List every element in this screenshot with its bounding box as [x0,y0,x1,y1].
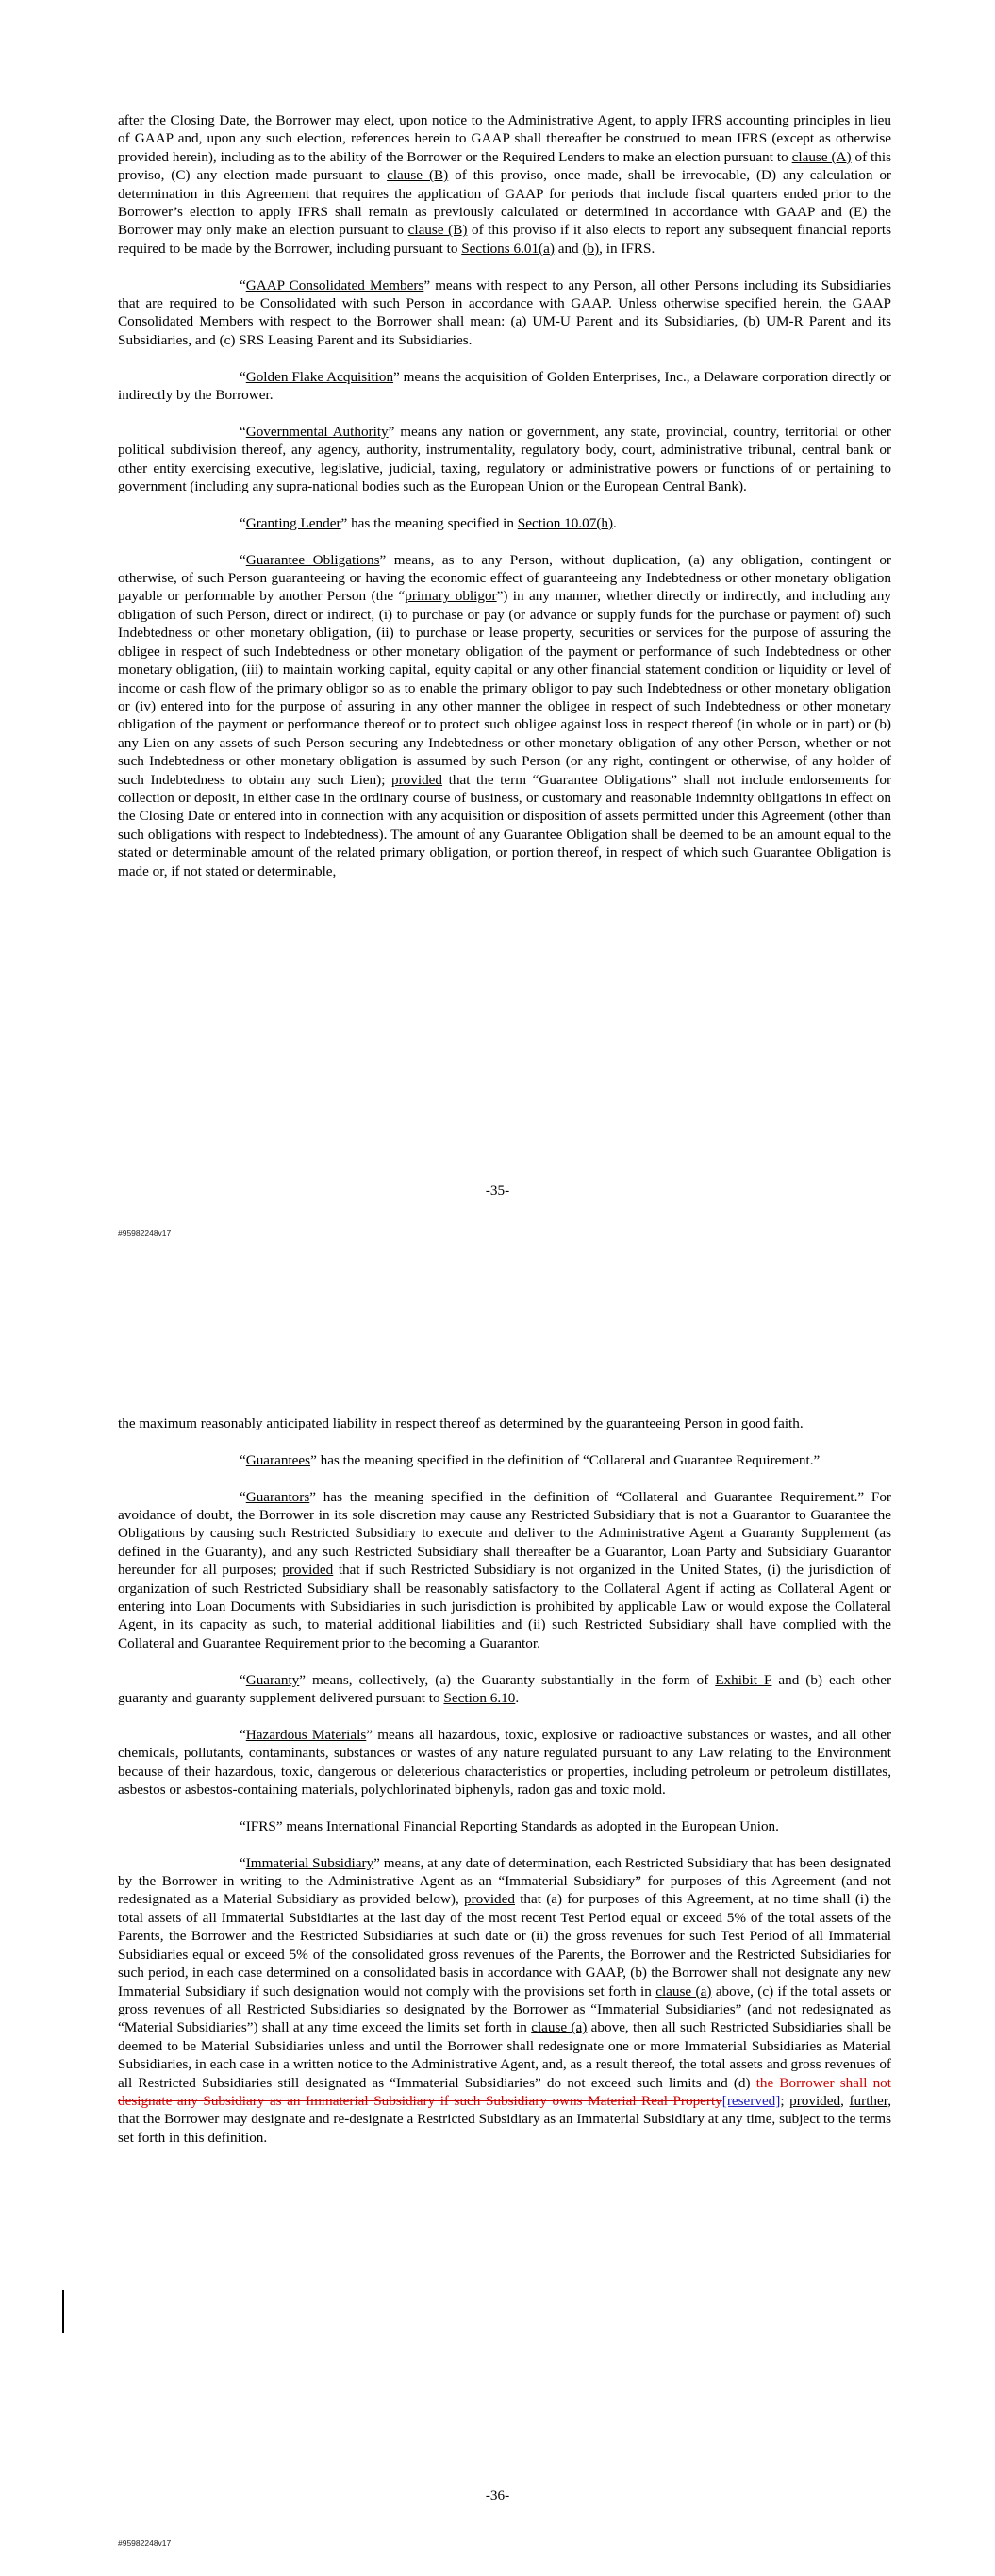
underlined-term: IFRS [245,1817,276,1834]
underlined-term: GAAP Consolidated Members [245,276,424,293]
text-run: and (b) each other guaranty and guaranty supplement delivered pursuant to [118,1671,891,1707]
paragraph [118,111,891,258]
underlined-term: provided [282,1562,334,1579]
text-run: ” has the meaning specified in the definition of “Collateral and Guarantee Requirement.” For avoidance of doubt, the Borrower in its sole discretion may cause any Restricted Subsidiary that is not a Guarantor to Guarantee the Obligations by causing such Restricted Subsidiary to execute and deliver to the Administrative Agent a Guaranty Supplement (as defined in the Guaranty), and any such Restricted Subsidiary shall thereafter be a Guarantor, Loan Party and Subsidiary Guarantor hereunder for all purposes; [118,1488,891,1579]
paragraph [118,1817,891,1835]
underlined-term: further [849,2092,888,2109]
underlined-term: Section 10.07(h) [517,514,614,531]
text-run: “ [240,1671,246,1688]
paragraph [118,1854,891,2148]
underlined-term: Governmental Authority [245,423,389,440]
text-run: “ [240,551,246,568]
paragraph [118,1414,891,1432]
underlined-term: Golden Flake Acquisition [245,368,394,385]
text-run: above, then all such Restricted Subsidiaries shall be deemed to be Material Subsidiaries unless and until the Borrower shall redesignate one or more Immaterial Subsidiaries as Material Subsidiaries, in each case in a written notice to the Administrative Agent, and, as a result thereof, the total assets and gross revenues of all Restricted Subsidiaries still designated as “Immaterial Subsidiaries” do not exceed such limits and (d) [118,2019,891,2091]
underlined-term: Guarantee Obligations [245,551,380,568]
underlined-term: provided [463,1891,515,1908]
document-id: #95982248v17 [118,2538,172,2548]
underlined-term: Guarantees [245,1451,311,1468]
text-run: ” means any nation or government, any state, provincial, country, territorial or other political subdivision thereof, any agency, authority, instrumentality, regulatory body, court, administrative tribunal, central bank or other entity exercising executive, legislative, judicial, taxing, regulatory or administrative powers or functions of or pertaining to government (including any supra-national bodies such as the European Union or the European Central Bank). [118,423,891,495]
text-run: . [515,1690,520,1707]
page-36-body [118,1414,891,2166]
text-run: of this proviso, once made, shall be irrevocable, (D) any calculation or determination in this Agreement that requires the application of GAAP for periods that include fiscal quarters ended prior to the Borrower’s election to apply IFRS shall remain as previously calculated or determined in accordance with GAAP and (E) the Borrower may only make an election pursuant to [118,167,891,239]
text-run: “ [240,276,246,293]
text-run: above, (c) if the total assets or gross revenues of all Restricted Subsidiaries so designated by the Borrower as “Immaterial Subsidiaries” (and not redesignated as “Material Subsidiaries”) shall at any time exceed the limits set forth in [118,1982,891,2036]
underlined-term: clause (B) [407,222,468,239]
paragraph [118,1488,891,1653]
text-run: ” means with respect to any Person, all other Persons including its Subsidiaries that are required to be Consolidated with such Person in accordance with GAAP. Unless otherwise specified herein, the GAAP Consolidated Members with respect to the Borrower shall mean: (a) UM-U Parent and its Subsidiaries, (b) UM-R Parent and its Subsidiaries, and (c) SRS Leasing Parent and its Subsidiaries. [118,276,891,348]
text-run: after the Closing Date, the Borrower may elect, upon notice to the Administrative Agent, to apply IFRS accounting principles in lieu of GAAP and, upon any such election, references herein to GAAP shall thereafter be construed to mean IFRS (except as otherwise provided herein), including as to the ability of the Borrower or the Required Lenders to make an election pursuant to [118,112,891,165]
page-number: -35- [485,1182,510,1198]
paragraph [118,514,891,532]
page-36 [0,1274,995,2576]
page-35-body [118,111,891,898]
text-run: “ [240,368,246,385]
underlined-term: primary obligor [405,588,497,605]
underlined-term: clause (a) [655,1982,712,1999]
underlined-term: Sections 6.01(a) [461,240,555,257]
text-run: “ [240,1726,246,1743]
underlined-term: Granting Lender [245,514,341,531]
text-run: that the term “Guarantee Obligations” shall not include endorsements for collection or deposit, in either case in the ordinary course of business, or customary and reasonable indemnity obligations in effect on the Closing Date or entered into in connection with any acquisition or disposition of assets permitted under this Agreement (other than such obligations with respect to Indebtedness). The amount of any Guarantee Obligation shall be deemed to be an amount equal to the stated or determinable amount of the related primary obligation, or portion thereof, in respect of which such Guarantee Obligation is made or, if not stated or determinable, [118,771,892,879]
underlined-term: provided [391,771,443,788]
text-run: of this proviso, (C) any election made pursuant to [118,148,891,184]
paragraph [118,551,891,880]
underlined-term: Guarantors [245,1488,310,1505]
underlined-term: (b) [582,240,600,257]
paragraph [118,1726,891,1799]
document-id: #95982248v17 [118,1229,172,1238]
text-run: “ [240,423,246,440]
underlined-term: clause (a) [531,2019,588,2036]
text-run: , in IFRS. [599,240,655,257]
change-bar [62,2290,64,2333]
deleted-text: the Borrower shall not designate any Subsidiary as an Immaterial Subsidiary if such Subsidiary owns Material Real Property [118,2074,891,2109]
underlined-term: Immaterial Subsidiary [245,1854,374,1871]
text-run: “ [240,1488,246,1505]
text-run: , [840,2092,850,2109]
text-run: ” means, as to any Person, without duplication, (a) any obligation, contingent or otherwise, of such Person guaranteeing or having the economic effect of guaranteeing any Indebtedness or other monetary obligation payable or performable by another Person (the “ [118,551,891,605]
text-run: the maximum reasonably anticipated liability in respect thereof as determined by the guaranteeing Person in good faith. [118,1415,804,1431]
text-run: ” means the acquisition of Golden Enterprises, Inc., a Delaware corporation directly or indirectly by the Borrower. [118,368,891,404]
paragraph [118,368,891,405]
text-run: ” means, collectively, (a) the Guaranty substantially in the form of [299,1671,716,1688]
underlined-term: Hazardous Materials [245,1726,367,1743]
text-run: . [613,514,617,531]
text-run: ” means, at any date of determination, each Restricted Subsidiary that has been designated by the Borrower in writing to the Administrative Agent as an “Immaterial Subsidiary” for purposes of this Agreement (and not redesignated as a Material Subsidiary as provided below), [118,1854,892,1908]
underlined-term: Exhibit F [715,1671,772,1688]
text-run: “ [240,1817,246,1834]
text-run: , that the Borrower may designate and re-designate a Restricted Subsidiary as an Immaterial Subsidiary at any time, subject to the terms set forth in this definition. [118,2092,891,2146]
paragraph [118,423,891,496]
text-run: ” means all hazardous, toxic, explosive or radioactive substances or wastes, and all other chemicals, pollutants, contaminants, substances or wastes of any nature regulated pursuant to any Law relating to the Environment because of their hazardous, toxic, dangerous or deleterious characteristics or properties, including petroleum or petroleum distillates, asbestos or asbestos-containing materials, polychlorinated biphenyls, radon gas and toxic mold. [118,1726,892,1798]
text-run: that (a) for purposes of this Agreement, at no time shall (i) the total assets of all Immaterial Subsidiaries at the last day of the most recent Test Period equal or exceed 5% of the total assets of the Parents, the Borrower and the Restricted Subsidiaries at such date or (ii) the gross revenues for such Test Period of all Immaterial Subsidiaries equal or exceed 5% of the consolidated gross revenues of the Parents, the Borrower and the Restricted Subsidiaries for such period, in each case determined on a consolidated basis in accordance with GAAP, (b) the Borrower shall not designate any new Immaterial Subsidiary if such designation would not comply with the provisions set forth in [118,1891,891,1999]
text-run: ” means International Financial Reporting Standards as adopted in the European Union. [275,1817,779,1834]
page-number: -36- [485,2487,510,2503]
text-run: ; [780,2092,790,2109]
text-run: “ [240,1451,246,1468]
paragraph [118,1671,891,1708]
text-run: “ [240,1854,246,1871]
underlined-term: Guaranty [245,1671,300,1688]
underlined-term: Section 6.10 [443,1690,516,1707]
text-run: ” has the meaning specified in [340,514,518,531]
text-run: “ [240,514,246,531]
underlined-term: clause (A) [791,148,852,165]
text-run: and [554,240,583,257]
page-35 [0,0,995,1274]
paragraph [118,1451,891,1469]
text-run: of this proviso if it also elects to report any subsequent financial reports required to be made by the Borrower, including pursuant to [118,222,891,257]
paragraph [118,276,891,350]
text-run: ” has the meaning specified in the definition of “Collateral and Guarantee Requirement.” [310,1451,821,1468]
text-run: that if such Restricted Subsidiary is not organized in the United States, (i) the jurisdiction of organization of such Restricted Subsidiary shall be reasonably satisfactory to the Collateral Agent if acting as Collateral Agent or entering into Loan Documents with Subsidiaries in such jurisdiction is prohibited by applicable Law or would expose the Collateral Agent, in its capacity as such, to material additional liabilities and (ii) such Restricted Subsidiary shall have complied with the Collateral and Guarantee Requirement prior to the becoming a Guarantor. [118,1562,891,1651]
text-run: ”) in any manner, whether directly or indirectly, and including any obligation of such Person, direct or indirect, (i) to purchase or pay (or advance or supply funds for the purchase or payment of) such Indebtedness or other monetary obligation, (ii) to purchase or lease property, securities or services for the purpose of assuring the obligee in respect of such Indebtedness or other monetary obligation of the payment or performance of such Indebtedness or other monetary obligation, (iii) to maintain working capital, equity capital or any other financial statement condition or liquidity or level of income or cash flow of the primary obligor so as to enable the primary obligor to pay such Indebtedness or other monetary obligation or (iv) entered into for the purpose of assuring in any other manner the obligee in respect of such Indebtedness or other monetary obligation of the payment or performance thereof or to protect such obligee against loss in respect thereof (in whole or in part) or (b) any Lien on any assets of such Person securing any Indebtedness or other monetary obligation of any other Person, whether or not such Indebtedness or other monetary obligation is assumed by such Person (or any right, contingent or otherwise, of any holder of such Indebtedness to obtain any such Lien); [118,588,891,788]
inserted-text: [reserved] [721,2092,781,2109]
underlined-term: clause (B) [387,167,449,184]
underlined-term: provided [789,2092,841,2109]
